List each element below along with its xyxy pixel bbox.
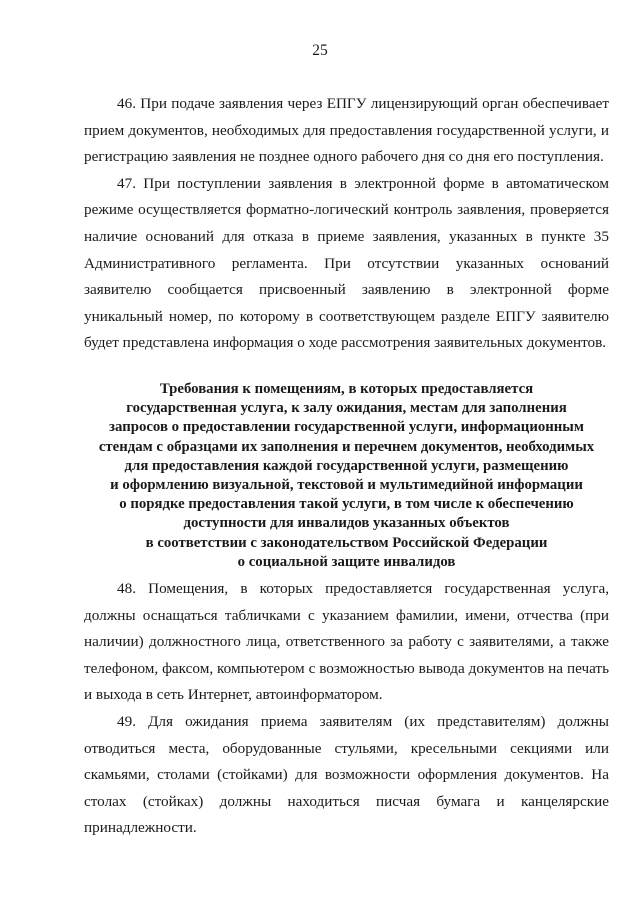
section-heading-line: запросов о предоставлении государственной услуги, информационным	[109, 419, 584, 436]
section-heading-line: государственная услуга, к залу ожидания, местам для заполнения	[126, 400, 567, 417]
paragraph-49: 49. Для ожидания приема заявителям (их представителям) должны отводиться места, оборудованные стульями, кресельными секциями или скамьями, столами (стойками) для возможности оформления документов. На столах (стойках) должны находиться писчая бумага и канцелярские принадлежности.	[84, 712, 609, 837]
section-heading-line: Требования к помещениям, в которых предоставляется	[159, 381, 534, 397]
paragraph-47: 47. При поступлении заявления в электронной форме в автоматическом режиме осуществляется форматно-логический контроль заявления, проверяется наличие оснований для отказа в приеме заявления, указанных в пункте 35 Административного регламента. При отсутствии указанных оснований заявителю сообщается присвоенный заявлению в электронной форме уникальный номер, по которому в соответствующем разделе ЕПГУ заявителю будет представлена информация о ходе рассмотрения заявительных документов.	[84, 174, 609, 352]
section-heading-line: доступности для инвалидов указанных объектов	[183, 515, 510, 532]
paragraph-group-bottom	[84, 576, 609, 842]
section-heading-line: стендам с образцами их заполнения и перечнем документов, необходимых	[98, 438, 595, 455]
paragraph-group-top	[84, 91, 609, 357]
paragraph-48: 48. Помещения, в которых предоставляется государственная услуга, должны оснащаться табличками с указанием фамилии, имени, отчества (при наличии) должностного лица, ответственного за работу с заявителями, а также телефоном, факсом, компьютером с возможностью вывода документов на печать и выхода в сеть Интернет, автоинформатором.	[84, 580, 609, 704]
section-heading-line: в соответствии с законодательством Российской Федерации	[145, 534, 548, 551]
page-number: 25	[312, 42, 328, 59]
section-heading-line: о порядке предоставления такой услуги, в том числе к обеспечению	[119, 496, 574, 513]
section-heading-line: для предоставления каждой государственной услуги, размещению	[124, 457, 569, 474]
paragraph-46: 46. При подаче заявления через ЕПГУ лицензирующий орган обеспечивает прием документов, необходимых для предоставления государственной услуги, и регистрацию заявления не позднее одного рабочего дня со дня его поступления.	[84, 95, 609, 166]
section-heading-line: и оформлению визуальной, текстовой и мультимедийной информации	[110, 477, 583, 494]
section-heading	[84, 380, 609, 572]
section-heading-line: о социальной защите инвалидов	[237, 553, 456, 570]
